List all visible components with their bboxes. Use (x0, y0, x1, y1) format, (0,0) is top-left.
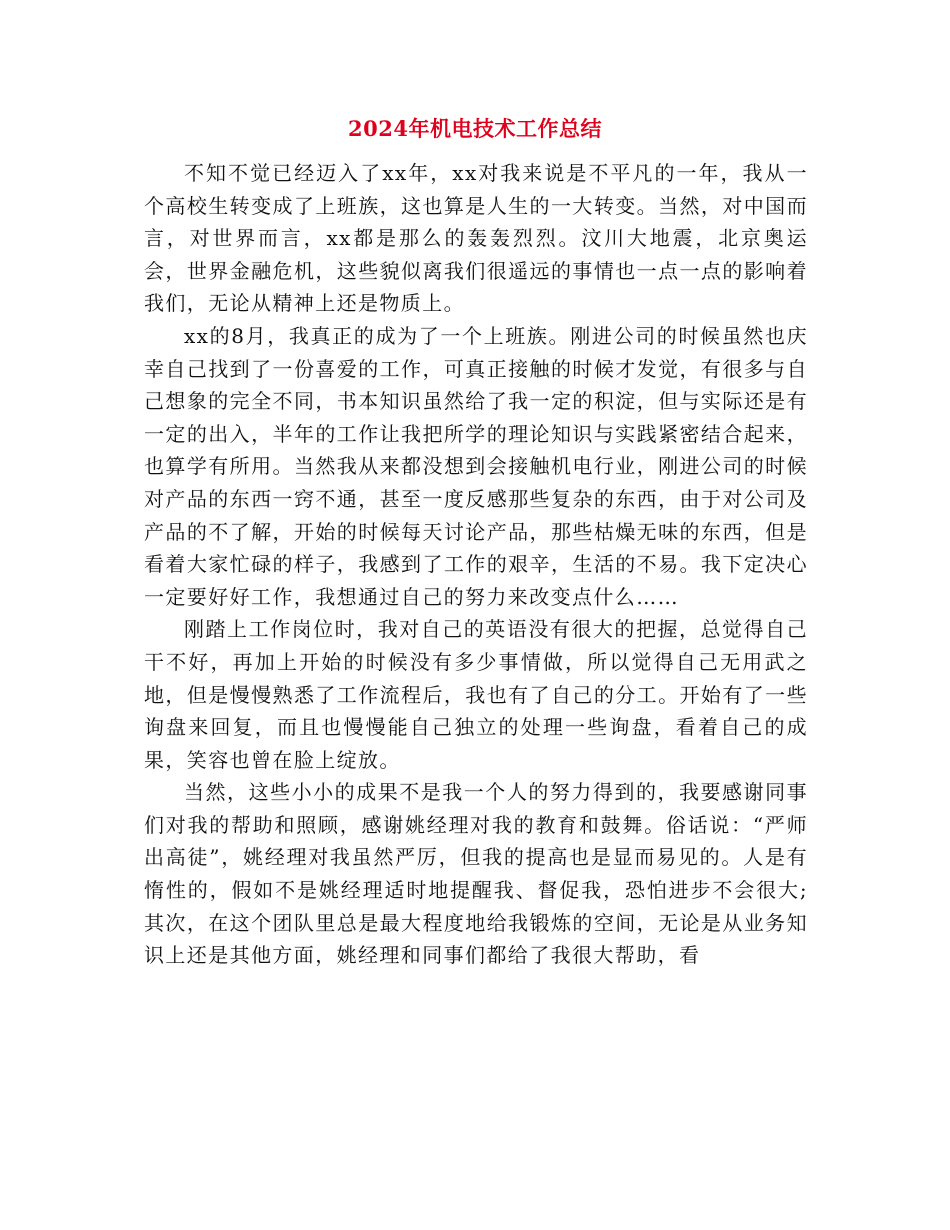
document-title: 2024年机电技术工作总结 (348, 116, 602, 141)
paragraph-2: xx的8月，我真正的成为了一个上班族。刚进公司的时候虽然也庆幸自己找到了一份喜爱的工作，可真正接触的时候才发觉，有很多与自己想象的完全不同，书本知识虽然给了我一定的积淀，但与实际还是有一定的出入，半年的工作让我把所学的理论知识与实践紧密结合起来，也算学有所用。当然我从来都没想到会接触机电行业，刚进公司的时候对产品的东西一窍不通，甚至一度反感那些复杂的东西，由于对公司及产品的不了解，开始的时候每天讨论产品，那些枯燥无味的东西，但是看着大家忙碌的样子，我感到了工作的艰辛，生活的不易。我下定决心一定要好好工作，我想通过自己的努力来改变点什么…… (144, 323, 808, 609)
paragraph-1: 不知不觉已经迈入了xx年，xx对我来说是不平凡的一年，我从一个高校生转变成了上班族，这也算是人生的一大转变。当然，对中国而言，对世界而言，xx都是那么的轰轰烈烈。汶川大地震，北京奥运会，世界金融危机，这些貌似离我们很遥远的事情也一点一点的影响着我们，无论从精神上还是物质上。 (144, 161, 808, 316)
document-body (144, 157, 808, 972)
paragraph-3: 刚踏上工作岗位时，我对自己的英语没有很大的把握，总觉得自己干不好，再加上开始的时候没有多少事情做，所以觉得自己无用武之地，但是慢慢熟悉了工作流程后，我也有了自己的分工。开始有了一些询盘来回复，而且也慢慢能自己独立的处理一些询盘，看着自己的成果，笑容也曾在脸上绽放。 (144, 617, 808, 772)
paragraph-4: 当然，这些小小的成果不是我一个人的努力得到的，我要感谢同事们对我的帮助和照顾，感谢姚经理对我的教育和鼓舞。俗话说：“严师出高徒”，姚经理对我虽然严厉，但我的提高也是显而易见的。人是有惰性的，假如不是姚经理适时地提醒我、督促我，恐怕进步不会很大;其次，在这个团队里总是最大程度地给我锻炼的空间，无论是从业务知识上还是其他方面，姚经理和同事们都给了我很大帮助，看 (144, 780, 808, 968)
